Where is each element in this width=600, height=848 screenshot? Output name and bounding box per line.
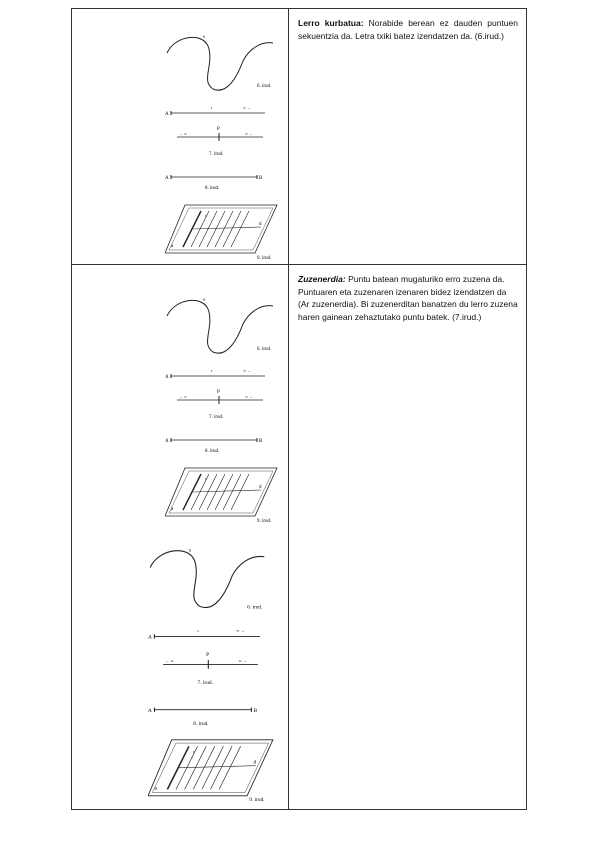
definition-cell — [289, 265, 526, 809]
figure-7-ray — [165, 105, 265, 117]
figure-7-ray — [165, 368, 265, 380]
fig9-caption: 9. irud. — [249, 797, 265, 803]
figure-8 — [165, 438, 263, 454]
point-b-label: B — [259, 439, 263, 444]
term-label: Lerro kurbatua: — [298, 18, 364, 28]
point-p-label: P — [217, 127, 220, 132]
arrow-right-label: ∞ → — [243, 105, 251, 110]
point-b-label: B — [259, 176, 263, 181]
figure-group — [165, 292, 295, 524]
definitions-table — [71, 8, 527, 810]
figure-8 — [148, 708, 258, 727]
fig9-caption: 9. irud. — [257, 256, 272, 261]
figure-6 — [150, 547, 264, 610]
point-a-label: A — [148, 634, 152, 641]
arrow-left-label: ← ∞ — [179, 131, 187, 136]
fig7-caption: 7. irud. — [197, 679, 213, 686]
fig6-caption: 6. irud. — [257, 84, 272, 89]
line-d-label: d — [253, 759, 257, 766]
point-b-label: B — [253, 707, 258, 714]
definition-text: Norabide berean ez dauden puntuen sekuentzia da. Letra txiki batez izendatzen da. (6.irud.) — [298, 18, 518, 41]
term-label: Zuzenerdia: — [298, 274, 346, 284]
fig8-caption: 8. irud. — [205, 186, 220, 191]
ray-label: r — [205, 213, 207, 218]
arrow-right-label: ∞ → — [236, 628, 245, 634]
arrow-right-label: ∞ → — [243, 368, 251, 373]
arrow-right-label: ∞ → — [245, 394, 253, 399]
curve-label: s — [188, 547, 192, 554]
ray-label: r — [193, 748, 195, 754]
line-d-label: d — [259, 222, 262, 227]
figure-6 — [167, 35, 273, 90]
plane-a-label: a — [154, 785, 157, 792]
point-a-label: A — [165, 439, 169, 444]
figure-7-ray — [148, 628, 260, 640]
arrow-right-label: ∞ → — [238, 658, 247, 664]
table-row — [72, 9, 526, 265]
table-row — [72, 265, 526, 809]
arrow-left-label: ← ∞ — [179, 394, 187, 399]
ray-label: r — [197, 628, 199, 634]
point-a-label: A — [165, 112, 169, 117]
point-a-label: A — [165, 375, 169, 380]
figure-group — [165, 29, 295, 261]
figure-9 — [165, 468, 277, 524]
figure-6 — [167, 298, 273, 353]
fig7-caption: 7. irud. — [209, 152, 224, 157]
arrow-right-label: ∞ → — [245, 131, 253, 136]
plane-a-label: a — [171, 244, 174, 249]
figure-group-large — [148, 541, 288, 803]
point-a-label: A — [148, 707, 152, 714]
curve-label: s — [203, 298, 205, 303]
figure-9 — [148, 740, 273, 803]
fig9-caption: 9. irud. — [257, 519, 272, 524]
fig8-caption: 8. irud. — [193, 720, 209, 727]
figure-7-point — [163, 652, 258, 686]
definition-cell — [289, 9, 526, 264]
ray-label: r — [211, 368, 213, 373]
figure-cell — [72, 265, 289, 809]
plane-a-label: a — [171, 507, 174, 512]
curve-label: s — [203, 35, 205, 40]
point-p-label: P — [217, 390, 220, 395]
fig6-caption: 6. irud. — [257, 347, 272, 352]
fig6-caption: 6. irud. — [247, 604, 263, 611]
figure-cell — [72, 9, 289, 264]
definition-text: Puntu batean mugaturiko erro zuzena da. Puntuaren eta zuzenaren izenaren bidez izendatzen da (Ar zuzenerdia). Bi zuzenerditan banatzen du lerro zuzena haren gainean zehaztutako puntu batek. (7.irud.) — [298, 274, 518, 322]
point-a-label: A — [165, 176, 169, 181]
figure-7-point — [177, 390, 263, 420]
figure-9 — [165, 205, 277, 261]
ray-label: r — [211, 105, 213, 110]
fig7-caption: 7. irud. — [209, 415, 224, 420]
line-d-label: d — [259, 485, 262, 490]
arrow-left-label: ← ∞ — [165, 658, 174, 664]
point-p-label: P — [206, 651, 210, 658]
figure-7-point — [177, 127, 263, 157]
fig8-caption: 8. irud. — [205, 449, 220, 454]
ray-label: r — [205, 476, 207, 481]
figure-8 — [165, 175, 263, 191]
